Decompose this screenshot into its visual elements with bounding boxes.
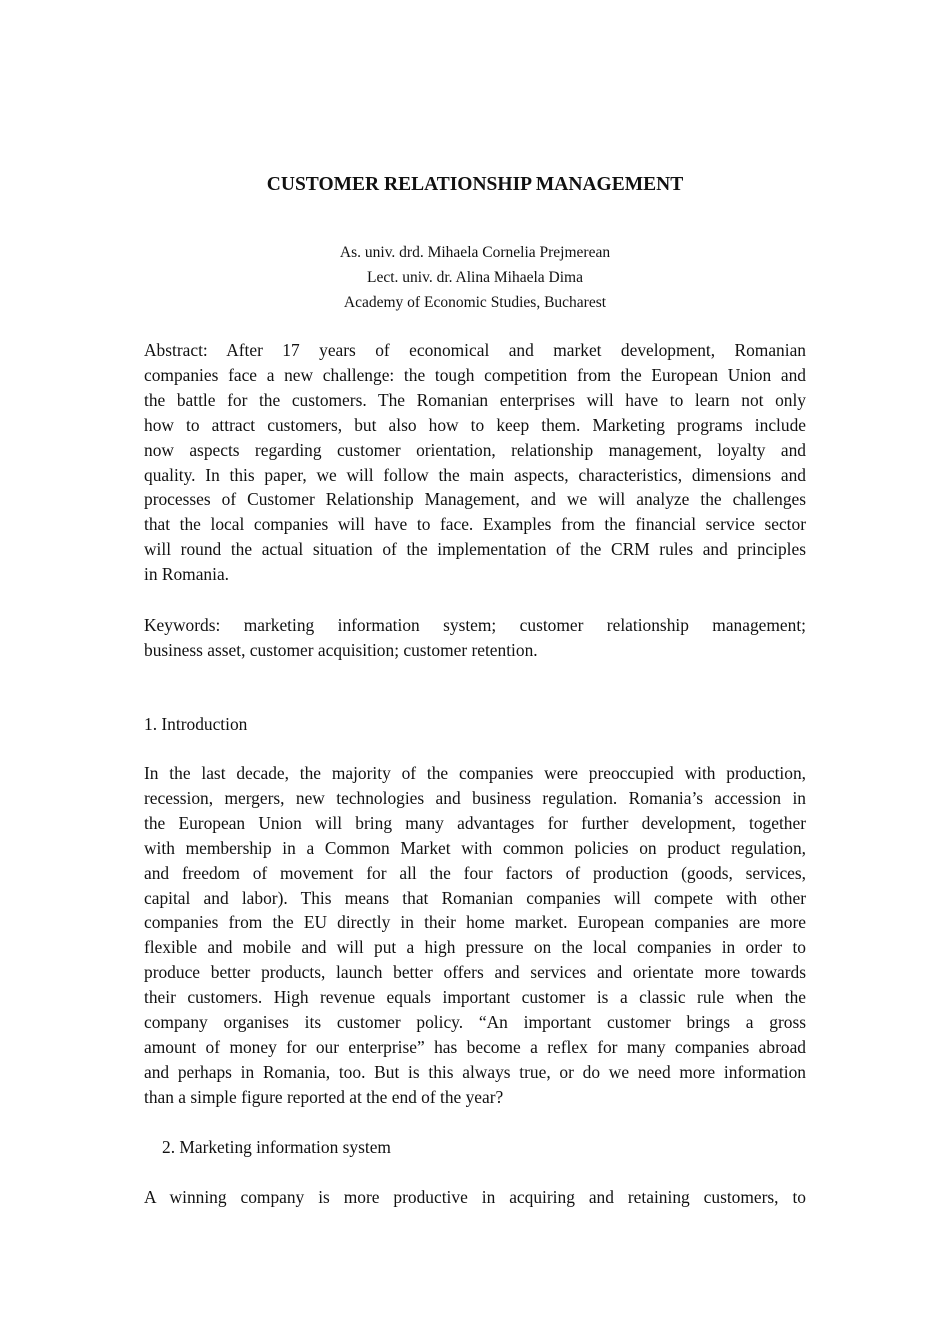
text-line: that the local companies will have to face. Examples from the financial service sector xyxy=(144,514,806,535)
section-1-heading: 1. Introduction xyxy=(144,714,248,734)
text-line: companies from the EU directly in their home market. European companies are more xyxy=(144,912,806,933)
text-line: and freedom of movement for all the four factors of production (goods, services, xyxy=(144,862,806,883)
text-line: the battle for the customers. The Romanian enterprises will have to learn not only xyxy=(144,389,806,410)
text-line: the European Union will bring many advantages for further development, together xyxy=(144,812,806,833)
text-line: capital and labor). This means that Romanian companies will compete with other xyxy=(144,887,806,908)
text-line: with membership in a Common Market with common policies on product regulation, xyxy=(144,837,806,858)
text-line: recession, mergers, new technologies and business regulation. Romania’s accession in xyxy=(144,787,806,808)
text-line: than a simple figure reported at the end of the year? xyxy=(144,1086,504,1107)
affiliation: Academy of Economic Studies, Bucharest xyxy=(343,294,607,311)
text-line: their customers. High revenue equals important customer is a classic rule when the xyxy=(144,987,806,1008)
text-line: A winning company is more productive in acquiring and retaining customers, to xyxy=(144,1187,806,1207)
author-2: Lect. univ. dr. Alina Mihaela Dima xyxy=(367,269,583,286)
text-line: now aspects regarding customer orientation, relationship management, loyalty and xyxy=(144,439,806,460)
text-line: and perhaps in Romania, too. But is this always true, or do we need more information xyxy=(144,1061,806,1082)
text-line: processes of Customer Relationship Management, and we will analyze the challenges xyxy=(144,489,806,510)
text-line: Abstract: After 17 years of economical and market development, Romanian xyxy=(144,340,806,360)
text-line: company organises its customer policy. “An important customer brings a gross xyxy=(144,1012,806,1032)
text-line: produce better products, launch better offers and services and orientate more towards xyxy=(144,962,806,983)
text-line: will round the actual situation of the implementation of the CRM rules and principles xyxy=(144,539,806,560)
text-line: Keywords: marketing information system; customer relationship management; xyxy=(144,615,806,635)
text-line: how to attract customers, but also how to keep them. Marketing programs include xyxy=(144,414,806,435)
text-line: amount of money for our enterprise” has become a reflex for many companies abroad xyxy=(144,1036,806,1057)
text-line: quality. In this paper, we will follow the main aspects, characteristics, dimensions and xyxy=(144,464,806,485)
text-line: companies face a new challenge: the tough competition from the European Union and xyxy=(144,364,806,385)
text-line: business asset, customer acquisition; customer retention. xyxy=(144,639,538,660)
section-2-heading: 2. Marketing information system xyxy=(162,1137,391,1157)
text-line: in Romania. xyxy=(144,564,230,585)
author-1: As. univ. drd. Mihaela Cornelia Prejmerean xyxy=(339,244,611,261)
paper-title: CUSTOMER RELATIONSHIP MANAGEMENT xyxy=(266,174,684,195)
text-line: flexible and mobile and will put a high pressure on the local companies in order to xyxy=(144,937,806,958)
text-line: In the last decade, the majority of the companies were preoccupied with production, xyxy=(144,763,806,783)
